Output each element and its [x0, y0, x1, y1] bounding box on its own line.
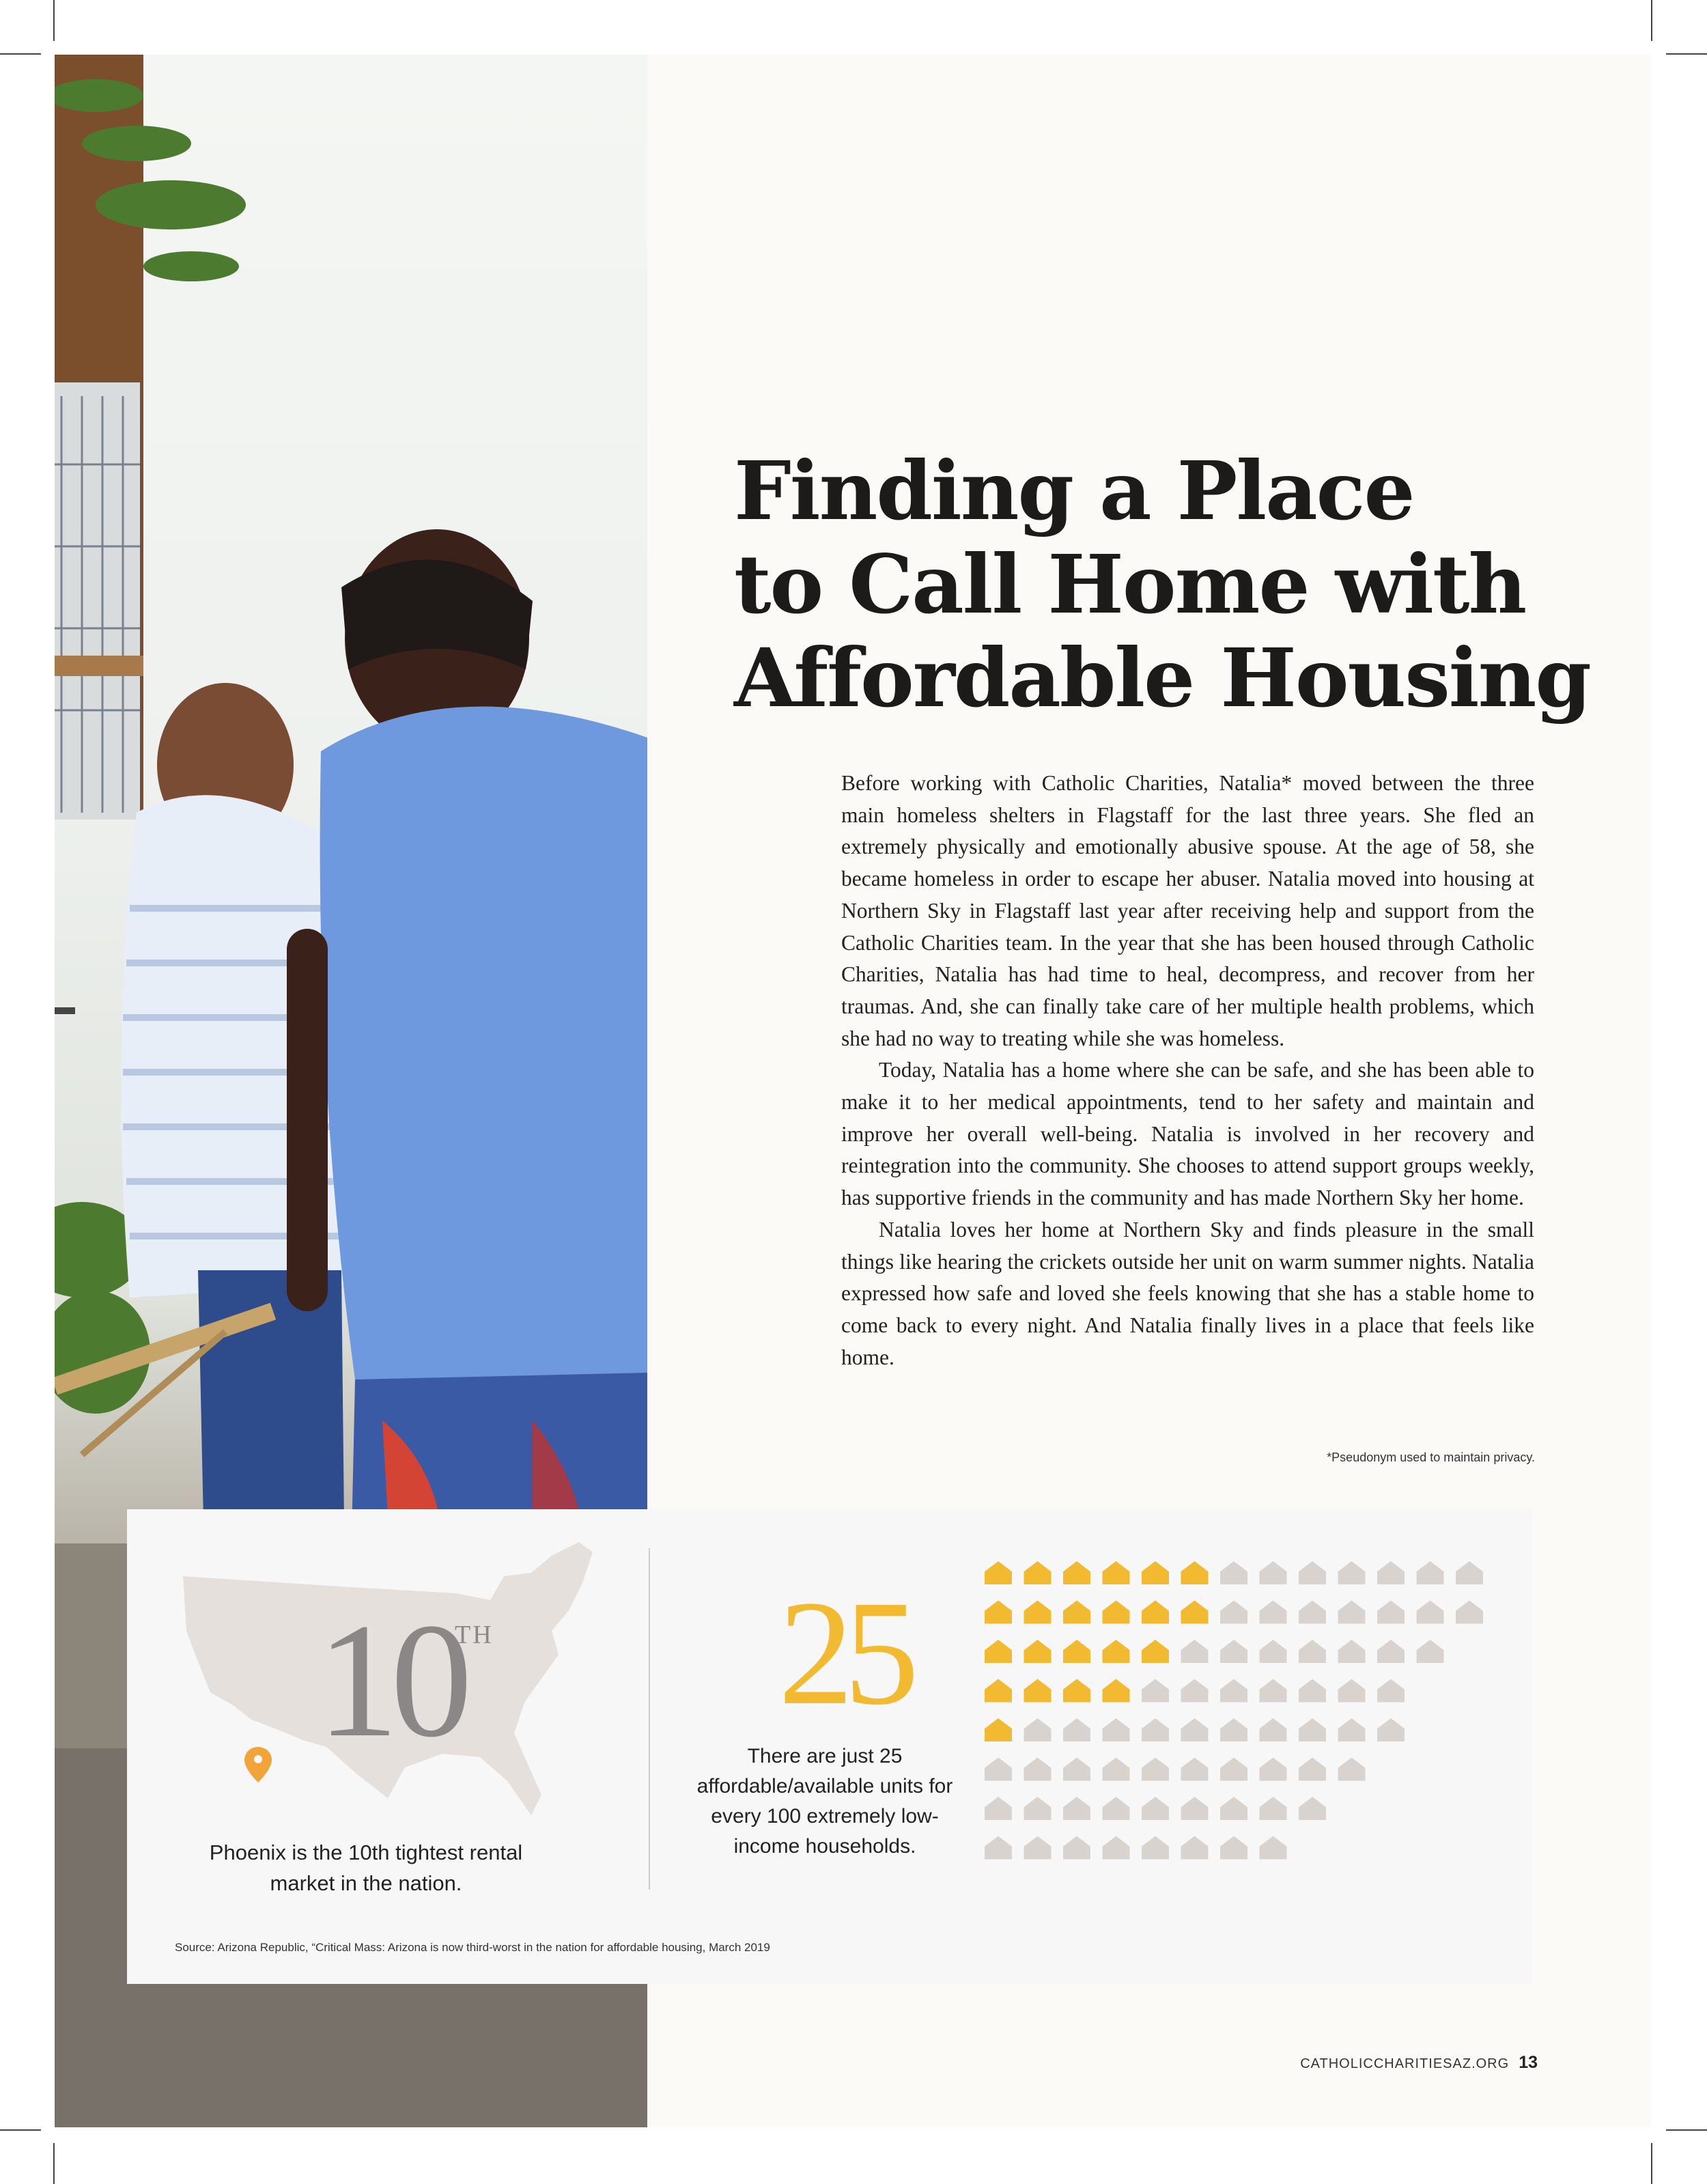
house-icon-empty — [1338, 1758, 1366, 1781]
house-icon-grid — [979, 1556, 1498, 1884]
title-line: Finding a Place — [734, 443, 1414, 538]
house-icon-empty — [1063, 1758, 1090, 1781]
house-icon-empty — [1063, 1797, 1090, 1820]
house-icon-empty — [1142, 1797, 1169, 1820]
house-icon-empty — [985, 1797, 1012, 1820]
house-icon-filled — [1063, 1679, 1090, 1703]
house-icon-empty — [1260, 1679, 1287, 1703]
house-icon-filled — [985, 1679, 1012, 1703]
house-icon-empty — [1142, 1836, 1169, 1860]
house-icon-empty — [1260, 1561, 1287, 1584]
house-icon-filled — [1024, 1561, 1052, 1584]
house-icon-empty — [1260, 1718, 1287, 1741]
house-icon-empty — [1142, 1718, 1169, 1741]
house-icon-empty — [1142, 1679, 1169, 1703]
house-icon-empty — [1063, 1718, 1090, 1741]
page-number: 13 — [1519, 2053, 1538, 2072]
house-icon-empty — [1181, 1640, 1209, 1663]
house-icon-empty — [1417, 1601, 1444, 1624]
house-icon-empty — [1260, 1758, 1287, 1781]
house-icon-empty — [1181, 1836, 1209, 1860]
house-icon-empty — [1338, 1679, 1366, 1703]
house-icon-empty — [1377, 1561, 1405, 1584]
body-paragraph: Before working with Catholic Charities, Natalia* moved between the three main homeless shelters in Flagstaff for the last three years. She fled an extremely physically and emotionally abusive spouse. At the age of 58, she became homeless in order to escape her abuser. Natalia moved into housing at Northern Sky in Flagstaff last year after receiving help and support from the Catholic Charities team. In the year that she has been housed through Catholic Charities, Natalia has had time to heal, decompress, and recover from her traumas. And, she can finally take care of her multiple health problems, which she had no way to treating while she was homeless. — [841, 771, 1534, 1050]
house-icon-empty — [985, 1836, 1012, 1860]
house-icon-empty — [1377, 1718, 1405, 1741]
house-icon-empty — [1299, 1718, 1326, 1741]
crop-mark — [53, 2143, 55, 2184]
stats-divider — [649, 1548, 650, 1890]
house-icon-empty — [1338, 1718, 1366, 1741]
house-icon-empty — [1103, 1797, 1130, 1820]
crop-mark — [1651, 0, 1652, 41]
body-paragraph: Today, Natalia has a home where she can be safe, and she has been able to make it to her medical appointments, tend to her safety and maintain and improve her overall well-being. Natalia is involved in her recovery and reintegration into the community. She chooses to attend support groups weekly, has supportive friends in the community and has made Northern Sky her home. — [841, 1058, 1534, 1210]
house-icon-empty — [1299, 1679, 1326, 1703]
house-icon-empty — [1220, 1640, 1247, 1663]
house-icon-empty — [1024, 1797, 1052, 1820]
house-icon-empty — [985, 1758, 1012, 1781]
house-icon-empty — [1024, 1758, 1052, 1781]
house-icon-filled — [1063, 1561, 1090, 1584]
house-icon-empty — [1181, 1758, 1209, 1781]
house-icon-empty — [1338, 1601, 1366, 1624]
house-icon-empty — [1299, 1758, 1326, 1781]
house-icon-filled — [1103, 1640, 1130, 1663]
house-icon-empty — [1338, 1640, 1366, 1663]
house-icon-empty — [1024, 1718, 1052, 1741]
crop-mark — [1666, 2129, 1707, 2131]
house-icon-filled — [1063, 1640, 1090, 1663]
house-icon-empty — [1063, 1836, 1090, 1860]
house-icon-filled — [1181, 1561, 1209, 1584]
house-icon-empty — [1377, 1679, 1405, 1703]
house-icon-empty — [1181, 1797, 1209, 1820]
crop-mark — [53, 0, 55, 41]
house-icon-filled — [1024, 1640, 1052, 1663]
house-icon-empty — [1220, 1679, 1247, 1703]
house-icon-empty — [1456, 1601, 1483, 1624]
site-url: CATHOLICCHARITIESAZ.ORG — [1300, 2056, 1510, 2071]
house-icon-filled — [985, 1718, 1012, 1741]
house-icon-empty — [1220, 1601, 1247, 1624]
house-icon-empty — [1377, 1601, 1405, 1624]
stats-box — [127, 1509, 1532, 1984]
house-icon-empty — [1377, 1640, 1405, 1663]
house-icon-empty — [1142, 1758, 1169, 1781]
rank-caption: Phoenix is the 10th tightest rental market in the nation. — [209, 1840, 523, 1895]
rank-number: 10 — [317, 1589, 464, 1771]
units-number: 25 — [778, 1569, 909, 1736]
house-icon-empty — [1220, 1836, 1247, 1860]
house-icon-empty — [1103, 1836, 1130, 1860]
house-icon-empty — [1299, 1601, 1326, 1624]
house-icon-filled — [1103, 1679, 1130, 1703]
house-icon-empty — [1220, 1561, 1247, 1584]
house-icon-empty — [1181, 1679, 1209, 1703]
footnote: *Pseudonym used to maintain privacy. — [1327, 1451, 1535, 1464]
house-icon-filled — [985, 1640, 1012, 1663]
house-icon-filled — [1142, 1601, 1169, 1624]
house-icon-filled — [1024, 1601, 1052, 1624]
house-icon-empty — [1299, 1640, 1326, 1663]
house-icon-empty — [1260, 1640, 1287, 1663]
units-caption: There are just 25 affordable/available units for every 100 extremely low-income households. — [696, 1745, 953, 1858]
crop-mark — [0, 53, 41, 55]
house-icon-empty — [1103, 1758, 1130, 1781]
house-icon-filled — [1103, 1561, 1130, 1584]
house-icon-filled — [1024, 1679, 1052, 1703]
house-icon-empty — [1181, 1718, 1209, 1741]
house-icon-empty — [1338, 1561, 1366, 1584]
house-icon-empty — [1417, 1561, 1444, 1584]
rank-suffix: TH — [455, 1621, 494, 1649]
house-icon-empty — [1417, 1640, 1444, 1663]
house-icon-empty — [1103, 1718, 1130, 1741]
crop-mark — [0, 2129, 41, 2131]
house-icon-empty — [1260, 1836, 1287, 1860]
title-line: Affordable Housing — [734, 630, 1590, 725]
article-body — [841, 768, 1534, 1373]
page-footer — [1300, 2053, 1538, 2073]
house-icon-filled — [985, 1601, 1012, 1624]
house-icon-empty — [1299, 1797, 1326, 1820]
crop-mark — [1666, 53, 1707, 55]
house-icon-empty — [1260, 1797, 1287, 1820]
house-icon-filled — [1063, 1601, 1090, 1624]
crop-mark — [1651, 2143, 1652, 2184]
house-icon-empty — [1456, 1561, 1483, 1584]
house-icon-filled — [1181, 1601, 1209, 1624]
house-icon-filled — [1142, 1640, 1169, 1663]
house-icon-empty — [1220, 1718, 1247, 1741]
article-title — [734, 444, 1622, 725]
house-icon-filled — [985, 1561, 1012, 1584]
house-icon-empty — [1299, 1561, 1326, 1584]
house-icon-empty — [1024, 1836, 1052, 1860]
house-icon-empty — [1260, 1601, 1287, 1624]
location-pin-icon — [244, 1747, 272, 1782]
body-paragraph: Natalia loves her home at Northern Sky and finds pleasure in the small things like hearing the crickets outside her unit on warm summer nights. Natalia expressed how safe and loved she feels knowing that she has a stable home to come back to every night. And Natalia finally lives in a place that feels like home. — [841, 1217, 1534, 1369]
source-citation: Source: Arizona Republic, “Critical Mass: Arizona is now third-worst in the nation for affordable housing, March 2019 — [175, 1941, 770, 1954]
house-icon-empty — [1220, 1797, 1247, 1820]
house-icon-empty — [1220, 1758, 1247, 1781]
title-line: to Call Home with — [734, 537, 1526, 632]
house-icon-filled — [1103, 1601, 1130, 1624]
house-icon-filled — [1142, 1561, 1169, 1584]
